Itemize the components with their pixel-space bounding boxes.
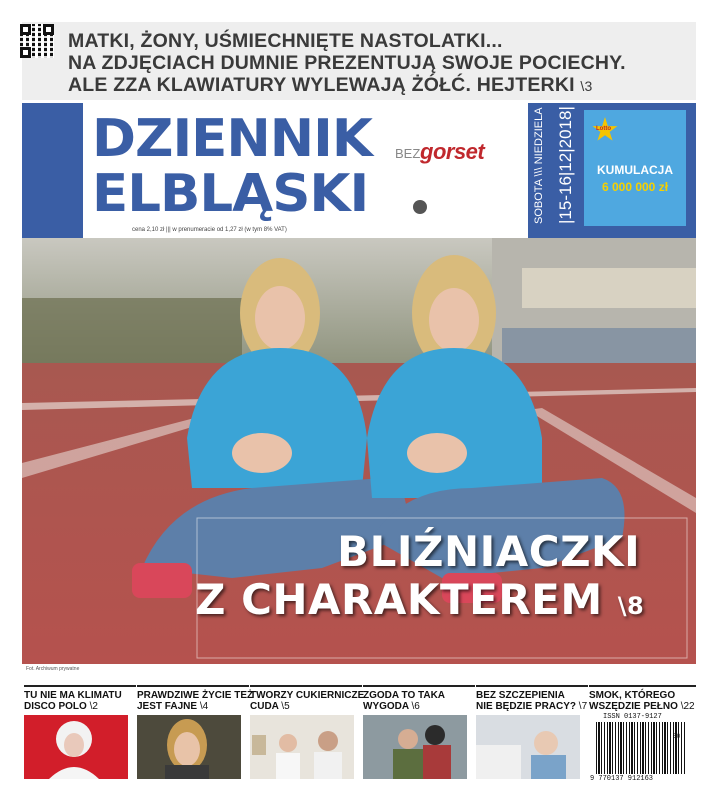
teaser-title-line2: WSZĘDZIE PEŁNO (589, 701, 678, 712)
teaser-title-line2: WYGODA (363, 701, 409, 712)
headline-line-1: BLIŹNIACZKI (337, 527, 641, 576)
teaser-page: \3 (580, 78, 593, 94)
teaser-page: \22 (680, 701, 695, 712)
kumulacja-amount: 6 000 000 zł (601, 180, 669, 194)
photo-credit: Fot. Archiwum prywatne (26, 666, 80, 672)
teaser-title-line2: CUDA (250, 701, 279, 712)
teaser-page: \7 (578, 701, 588, 712)
teaser-title-line1: TWORZY CUKIERNICZE (250, 690, 365, 701)
teaser-title-line1: BEZ SZCZEPIENIA (476, 690, 565, 701)
teaser-title (24, 690, 136, 712)
teaser-title-line2: NIE BĘDZIE PRACY? (476, 701, 577, 712)
logo-dot-icon (413, 200, 427, 214)
issue-days: SOBOTA \\\ NIEDZIELA (533, 107, 545, 224)
barcode-addon: 50 (673, 733, 681, 740)
bottom-teaser-1[interactable] (24, 685, 136, 780)
top-teaser[interactable] (68, 30, 698, 97)
issue-date: |15-16|12|2018| (556, 106, 575, 224)
headline-page: \8 (617, 592, 645, 620)
teaser-image (363, 715, 467, 779)
teaser-image (476, 715, 580, 779)
teaser-title (476, 690, 588, 712)
teaser-title (363, 690, 475, 712)
logo-line-1[interactable]: DZIENNIK (92, 109, 372, 169)
bottom-teaser-2[interactable] (137, 685, 254, 780)
teaser-image (250, 715, 354, 779)
teaser-title-line1: ZGODA TO TAKA (363, 690, 446, 701)
cover-headline[interactable] (195, 528, 644, 630)
teaser-title (589, 690, 696, 712)
teaser-title-line2: DISCO POLO (24, 701, 87, 712)
lotto-label: Lotto (596, 126, 611, 132)
sponsor-logo[interactable]: gorset (420, 139, 485, 164)
teaser-title-line2: JEST FAJNE (137, 701, 198, 712)
teaser-line-3 (68, 74, 698, 97)
qr-code-icon[interactable] (20, 24, 54, 58)
teaser-page: \6 (411, 701, 420, 712)
barcode-number: 9 770137 912163 (590, 775, 654, 783)
teaser-title (137, 690, 254, 712)
teaser-page: \2 (89, 701, 98, 712)
price-info: cena 2,10 zł ||| w prenumeracie od 1,27 zł (w tym 8% VAT) (132, 227, 287, 233)
bottom-teaser-5[interactable] (476, 685, 588, 780)
barcode-icon (596, 722, 686, 774)
teaser-page: \5 (281, 701, 290, 712)
teaser-title-line1: SMOK, KTÓREGO (589, 690, 676, 701)
teaser-image (24, 715, 128, 779)
kumulacja-label: KUMULACJA (597, 163, 673, 177)
teaser-title-line1: PRAWDZIWE ŻYCIE TEŻ (137, 690, 254, 701)
teaser-page: \4 (199, 701, 209, 712)
teaser-title-line1: TU NIE MA KLIMATU (24, 690, 122, 701)
issn-number: ISSN 0137-9127 (603, 713, 662, 721)
teaser-title (250, 690, 365, 712)
teaser-line-3-text: ALE ZZA KLAWIATURY WYLEWAJĄ ŻÓŁĆ. HEJTERKI (68, 74, 575, 96)
headline-line-2 (195, 576, 644, 630)
teaser-image (137, 715, 241, 779)
sponsor-prefix: BEZ (395, 146, 421, 161)
bottom-teaser-3[interactable] (250, 685, 365, 780)
bottom-teaser-4[interactable] (363, 685, 475, 780)
logo-line-2[interactable]: ELBLĄSKI (92, 164, 369, 224)
teaser-line-2: NA ZDJĘCIACH DUMNIE PREZENTUJĄ SWOJE POCIECHY. (68, 52, 626, 74)
teaser-line-1: MATKI, ŻONY, UŚMIECHNIĘTE NASTOLATKI... (68, 30, 503, 52)
headline-line-2-text: Z CHARAKTEREM (195, 575, 603, 624)
